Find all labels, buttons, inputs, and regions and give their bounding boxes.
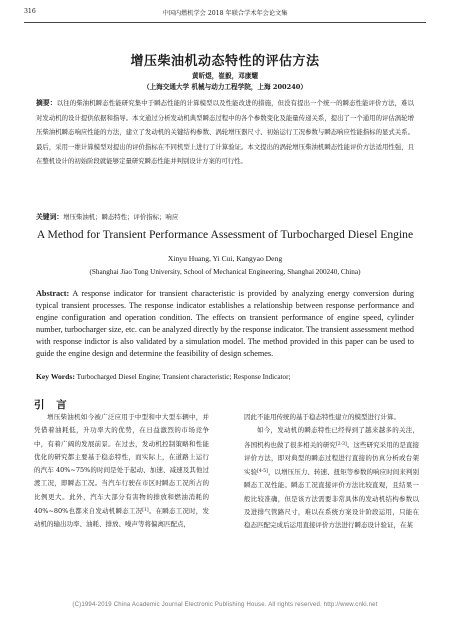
paragraph-text: 增压柴油机如今被广泛应用于中型和中大型车辆中，并凭借着油耗低，升功率大的优势，在日益激烈的市场竞争中，有着广阔的发展前景。在过去，发动机控制策略和性能优化的研究都主要基于稳态特性，而实际上，在道路上运行的汽车 40%~75%的时间是处于起动、加速、减速及其他过渡工况，即瞬态工况。当汽车行驶在市区时瞬态工况所占的比例更大。此外，汽车大部分有害物的排放和燃油消耗的 40%~80%也都来自发动机瞬态工况 <box>34 413 209 516</box>
keywords-cn <box>36 211 414 221</box>
affiliation-en: (Shanghai Jiao Tong University, School of Mechanical Engineering, Shanghai 200240, China) <box>89 268 361 276</box>
abstract-cn-text: 以往的柴油机瞬态性能研究集中于瞬态性能的计算模型以及性能改进的措施，但没有提出一个统一的瞬态性能评价方法，难以对发动机的设计提供依据和指导。本文通过分析发动机典型瞬态过程中的各个参数变化及能量传递关系，提出了一个通用的评估涡轮增压柴油机瞬态响应性能的方法，建立了发动机的关键结构参数、涡轮增压器尺寸、初始运行工况参数与瞬态响应性能指标的显式关系。最后，采用一维计算模型对提出的评价指标在不同机型上进行了计算验证。本文提出的涡轮增压柴油机瞬态性能评价方法适用性强，且在整机设计的初始阶段就能够定量研究瞬态性能并判别设计方案的可行性。 <box>36 99 415 166</box>
authors-cn: 黄昕煜，崔毅，邓康耀 <box>192 72 258 80</box>
paragraph-text: 。在瞬态工况时，发动机的输出功率、油耗、排放、噪声等将偏离匹配点， <box>34 507 210 529</box>
paragraph-text: 。这些研究采用的是直接评价方法，即对典型的瞬态过程进行直接的仿真分析或台架实验 <box>244 440 420 477</box>
page-number: 316 <box>24 8 36 15</box>
keywords-cn-label: 关键词： <box>36 213 64 221</box>
citation: [2-3] <box>335 441 347 447</box>
authors-en: Xinyu Huang, Yi Cui, Kangyao Deng <box>167 254 283 263</box>
journal-title: 中国内燃机学会 2018 年联合学术年会论文集 <box>162 10 288 17</box>
paragraph <box>244 424 419 532</box>
keywords-en-text: Turbocharged Diesel Engine; Transient characteristic; Response Indicator; <box>76 373 291 381</box>
keywords-en-label: Key Words: <box>36 372 75 381</box>
paragraph-text: 如今，发动机的瞬态特性已经得到了越来越多的关注，各国机构也做了很多相关的研究 <box>244 426 419 449</box>
copyright-footer: (C)1994-2019 China Academic Journal Electronic Publishing House. All rights reserved. http://www.cnki.net <box>72 602 378 608</box>
body-column-left <box>34 411 209 532</box>
abstract-en <box>36 288 414 360</box>
section-heading: 引 言 <box>34 399 71 411</box>
keywords-en <box>36 372 414 381</box>
abstract-cn <box>36 96 414 169</box>
abstract-cn-label: 摘要： <box>36 99 57 107</box>
header-rule <box>24 22 426 23</box>
page-header <box>24 8 426 20</box>
citation: [4-5] <box>257 469 268 475</box>
body-column-right <box>244 411 419 533</box>
abstract-en-label: Abstract: <box>36 289 70 298</box>
abstract-en-text: A response indicator for transient characteristic is provided by analyzing energy conversion during typical transient processes. The response indicator establishes a relationship between response performance and engine configuration and operation condition. The effects on transient performance of engine speed, cylinder number, turbocharger size, etc. can be analyzed directly by the response indicator. The transient assessment method with response indictor is also validated by a simulation model. The method provided in this paper can be used to guide the engine design and determine the feasibility of design schemes. <box>36 289 414 358</box>
keywords-cn-text: 增压柴油机；瞬态特性；评价指标；响应 <box>63 213 179 221</box>
paragraph <box>34 411 209 532</box>
paragraph-text: ，以增压压力、转速、扭矩等参数的响应时间来判别瞬态工况性能。瞬态工况直接评价方法比较直观，且结果一般比较准确，但是该方法需要非常具体的发动机结构参数以及进排气管路尺寸，难以在系统方案设计阶段运用，只能在稳态匹配完成后运用直接评价方法进行瞬态设计验证，在某 <box>244 468 420 530</box>
citation: [1] <box>142 508 149 514</box>
affiliation-cn: （上海交通大学 机械与动力工程学院，上海 200240） <box>143 83 307 91</box>
paragraph: 因此不能用传统的基于稳态特性建立的模型进行计算。 <box>244 413 400 421</box>
paper-title-en: A Method for Transient Performance Assessment of Turbocharged Diesel Engine <box>36 228 414 241</box>
paper-title-cn: 增压柴油机动态特性的评估方法 <box>130 54 320 69</box>
